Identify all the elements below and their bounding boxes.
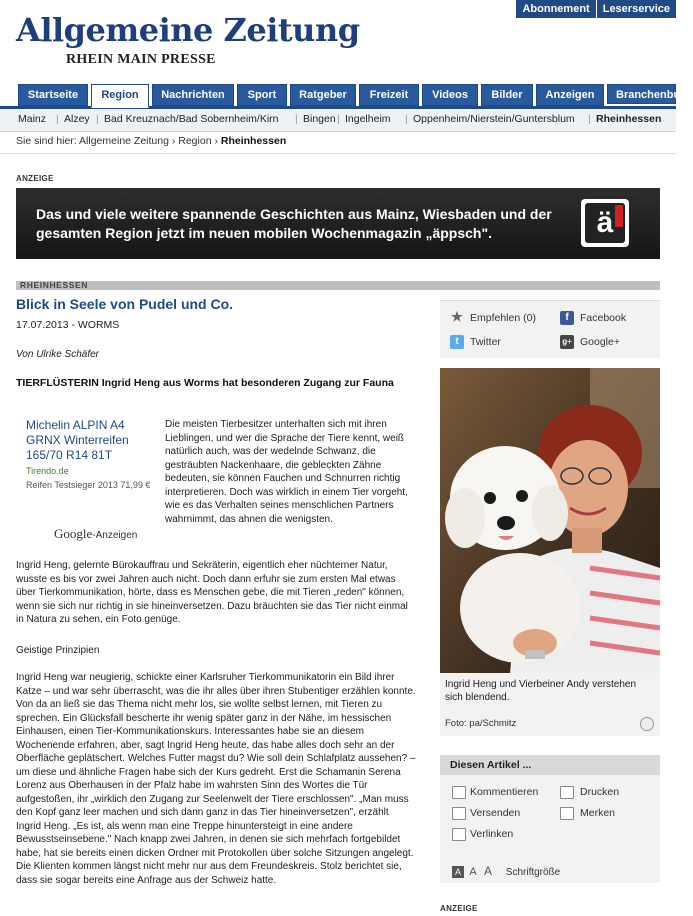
font-size-small-button[interactable]: A (452, 866, 464, 878)
subnav-item-rheinhessen[interactable]: Rheinhessen (596, 113, 662, 125)
site-logo-subtitle: RHEIN MAIN PRESSE (66, 52, 216, 67)
article-photo[interactable] (440, 368, 660, 673)
subnav-separator: | (295, 113, 298, 125)
tab-videos[interactable]: Videos (422, 84, 478, 106)
photo-illustration (440, 368, 660, 673)
subnav-item-bingen[interactable]: Bingen (303, 113, 336, 125)
tab-branchenbuch[interactable]: Branchenbuch (607, 84, 676, 104)
ad-banner[interactable] (16, 188, 660, 259)
link-link[interactable]: Verlinken (470, 828, 514, 840)
breadcrumb-current: Rheinhessen (220, 135, 287, 147)
facebook-link[interactable]: Facebook (580, 312, 627, 324)
subnav-item-bad-kreuznach[interactable]: Bad Kreuznach/Bad Sobernheim/Kirn (104, 113, 279, 125)
tab-freizeit[interactable]: Freizeit (359, 84, 419, 106)
subnav-separator: | (405, 113, 408, 125)
subnav-item-oppenheim[interactable]: Oppenheim/Nierstein/Guntersblum (413, 113, 575, 125)
article-paragraph: Ingrid Heng, gelernte Bürokauffrau und Sekräterin, eigentlich eher nüchterner Natur, wusste es bis vor zwei Jahren auch nicht. Doch dann erfuhr sie zum ersten Mal etwas über Tierkommunikation, hörte, dass es Menschen gebe, die mit Tieren „reden" können, wenn sie sich nur richtig in sie hineinversetzen. Dazu bräuchten sie das Tier nicht einmal in Natura zu sehen, ein Foto genüge. (16, 560, 408, 625)
font-size-medium-button[interactable]: A (469, 866, 477, 878)
font-size-control (452, 865, 560, 878)
abonnement-link[interactable]: Abonnement (515, 0, 595, 18)
tab-startseite[interactable]: Startseite (18, 84, 88, 106)
tab-region[interactable]: Region (91, 84, 149, 108)
ad-label: ANZEIGE (440, 904, 478, 913)
facebook-icon[interactable]: f (560, 311, 574, 325)
photo-caption: Ingrid Heng und Vierbeiner Andy verstehen sich blendend. (445, 679, 637, 703)
sub-nav (0, 109, 676, 132)
tab-bilder[interactable]: Bilder (481, 84, 533, 106)
send-link[interactable]: Versenden (470, 807, 521, 819)
appsch-logo-letter: ä (585, 203, 625, 243)
article-dateline: 17.07.2013 - WORMS (16, 319, 120, 331)
photo-credit: Foto: pa/Schmitz (445, 718, 517, 729)
share-box (440, 300, 660, 358)
subnav-item-ingelheim[interactable]: Ingelheim (345, 113, 391, 125)
font-size-large-button[interactable]: A (483, 864, 492, 878)
google-ad-title[interactable]: Michelin ALPIN A4 GRNX Winterreifen 165/70 R14 81T (26, 418, 129, 462)
link-icon[interactable] (452, 828, 466, 841)
tab-ratgeber[interactable]: Ratgeber (290, 84, 356, 106)
ad-banner-text[interactable]: Das und viele weitere spannende Geschichten aus Mainz, Wiesbaden und der gesamten Region jetzt im neuen mobilen Wochenmagazin „äppsch". (36, 206, 552, 241)
send-icon[interactable] (452, 807, 466, 820)
google-ad[interactable] (26, 418, 156, 491)
breadcrumb-path[interactable]: Allgemeine Zeitung › Region › (79, 135, 218, 147)
subnav-item-alzey[interactable]: Alzey (64, 113, 90, 125)
star-icon[interactable]: ★ (451, 309, 463, 324)
google-plus-link[interactable]: Google+ (580, 336, 620, 348)
article-subhead: Geistige Prinzipien (16, 645, 100, 656)
appsch-logo-exclamation (615, 205, 623, 227)
article-tools-title: Diesen Artikel ... (440, 755, 660, 775)
article-headline: Blick in Seele von Pudel und Co. (16, 296, 234, 312)
google-ad-label[interactable] (54, 526, 137, 542)
site-logo[interactable]: Allgemeine Zeitung (16, 11, 360, 49)
section-label: RHEINHESSEN (16, 281, 660, 290)
bookmark-link[interactable]: Merken (580, 807, 616, 819)
google-ad-url[interactable]: Tirendo.de (26, 466, 69, 476)
site-header (0, 0, 676, 79)
google-ad-description: Reifen Testsieger 2013 71,99 € (26, 480, 151, 490)
google-logo: Google (54, 526, 93, 541)
breadcrumb (16, 135, 286, 147)
tab-sport[interactable]: Sport (237, 84, 287, 106)
article-tools (440, 755, 660, 883)
recommend-link[interactable]: Empfehlen (0) (470, 312, 536, 324)
twitter-icon[interactable]: t (450, 335, 464, 349)
main-nav (0, 84, 693, 109)
article-teaser: TIERFLÜSTERIN Ingrid Heng aus Worms hat besonderen Zugang zur Fauna (16, 377, 394, 389)
subnav-separator: | (588, 113, 591, 125)
comment-link[interactable]: Kommentieren (470, 786, 539, 798)
font-size-label: Schriftgröße (505, 867, 561, 878)
google-ad-label-text: -Anzeigen (92, 530, 138, 541)
subnav-separator: | (337, 113, 340, 125)
leserservice-link[interactable]: Leserservice (596, 0, 676, 18)
breadcrumb-prefix: Sie sind hier: (16, 135, 77, 147)
top-links (515, 0, 676, 18)
tab-nachrichten[interactable]: Nachrichten (152, 84, 234, 106)
print-icon[interactable] (560, 786, 574, 799)
zoom-icon[interactable] (640, 717, 654, 731)
article-paragraph: Ingrid Heng war neugierig, schickte einer Karlsruher Tierkommunikatorin ein Bild ihrer Katze – und war sehr überrascht, was die ihr alles über ihren Stubentiger erzählen konnte. Von da an ließ sie das Thema nicht mehr los, sie wollte selbst lernen, mit Tieren zu sprechen. Ein Glücksfall bescherte ihr wenig später ganz in der Nähe, im hessischen Einhausen, einen Tier-Kommunikationskurs. Interessantes habe sie an diesem Wochenende erfahren, aber, sagt Ingrid Heng heute, das habe alles doch sehr an der Oberfläche geplätschert. Welches Futter magst du? Wie soll dein Schlafplatz aussehen? – um diese und ähnliche Fragen habe sich der Kurs gedreht. Erst die Schamanin Serena Lorenz aus Oberhausen in der Pfalz habe im wahrsten Sinn des Wortes die Tür aufgestoßen, ihr „wirklich den Zugang zur Seelenwelt der Tiere erschlossen". „Man muss den Kopf ganz leer machen und sich dann ganz in das Tier hineinversetzen", erzählt Ingrid Heng. „Es ist, als wenn man eine Treppe hinuntersteigt in eine andere Bewusstseinsebene." Nach knapp zwei Jahren, in denen sie sich mehrfach fortgebildet habe, hat sie bereits einen dicken Ordner mit Protokollen über solche Sitzungen angelegt. Die Klienten kommen längst nicht mehr nur aus dem Freundeskreis. Stolz berichtet sie, dass sie sogar bereits eine Anfrage aus der Schweiz hatte. (16, 672, 416, 886)
google-plus-icon[interactable]: g+ (560, 335, 574, 349)
subnav-separator: | (96, 113, 99, 125)
tab-anzeigen[interactable]: Anzeigen (536, 84, 604, 106)
subnav-separator: | (56, 113, 59, 125)
twitter-link[interactable]: Twitter (470, 336, 501, 348)
print-link[interactable]: Drucken (580, 786, 620, 798)
divider (0, 153, 676, 154)
article-author: Von Ulrike Schäfer (16, 349, 99, 360)
photo-caption-box (440, 673, 660, 736)
subnav-item-mainz[interactable]: Mainz (18, 113, 47, 125)
article-paragraph: Die meisten Tierbesitzer unterhalten sich mit ihren Lieblingen, und wer die Sprache der Tiere kennt, weiß natürlich auch, was der wedelnde Schwanz, die gesträubten Nackenhaare, die gebleckten Zähne bedeuten, sie können Fauchen und Schnurren richtig interpretieren. Doch was wirklich in einem Tier vorgeht, wie es das Verhalten seines menschlichen Partners wahrnimmt, das ahnen die wenigsten. (165, 419, 408, 525)
comment-icon[interactable] (452, 786, 466, 799)
ad-label: ANZEIGE (16, 174, 54, 183)
appsch-logo-icon[interactable] (581, 199, 629, 247)
bookmark-icon[interactable] (560, 807, 574, 820)
